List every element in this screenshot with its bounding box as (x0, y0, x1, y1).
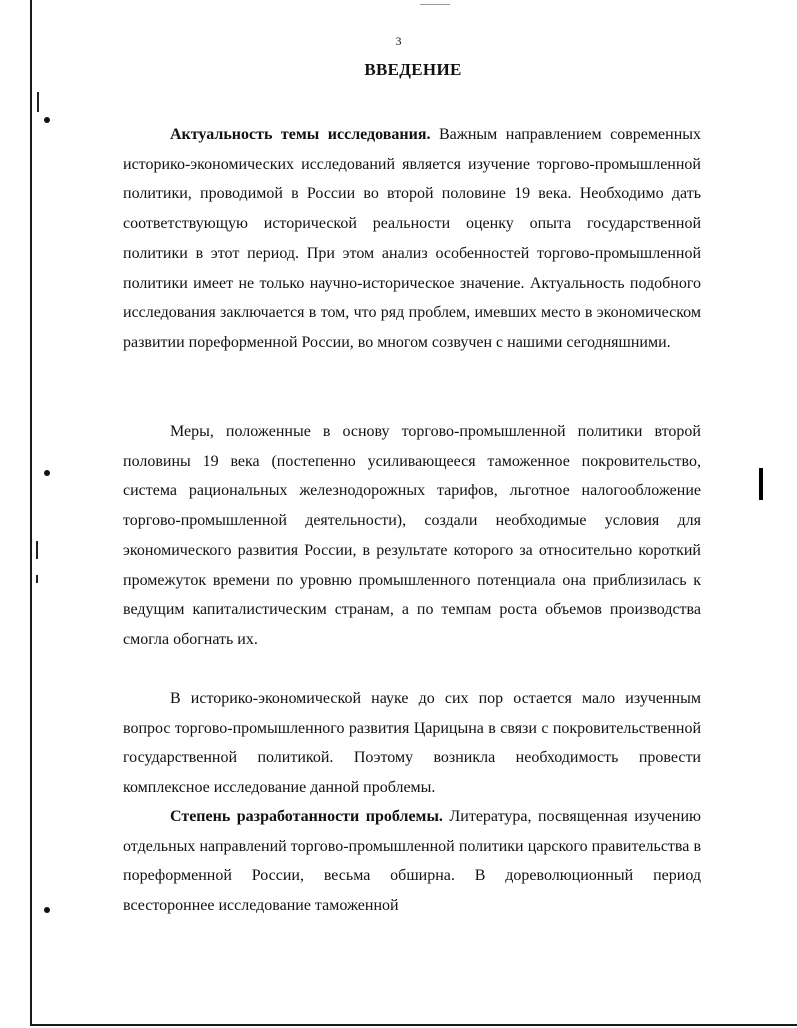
margin-mark (759, 468, 763, 500)
paragraph-text: Литература, посвященная изучению отдельных направлений торгово-промышленной политики царского правительства в пореформенной России, весьма обширна. В дореволюционный период всестороннее исследование таможенной (123, 808, 702, 915)
binding-hole-mark (44, 907, 50, 913)
paragraph-development-degree (123, 802, 701, 921)
paragraph-relevance (123, 120, 701, 358)
paragraph-measures (123, 417, 701, 655)
paragraph-text: В историко-экономической науке до сих пор остается мало изученным вопрос торгово-промышленного развития Царицына в связи с покровительственной государственной политикой. Поэтому возникла необходимость провести комплексное исследование данной проблемы. (123, 690, 701, 797)
page-number: 3 (395, 34, 402, 48)
scan-left-edge (30, 0, 32, 1024)
paragraph-heading: Актуальность темы исследования. (170, 126, 431, 143)
paragraph-heading: Степень разработанности проблемы. (170, 808, 443, 825)
paragraph-tsaritsyn (123, 684, 701, 803)
page-title: ВВЕДЕНИЕ (364, 60, 462, 79)
scan-tick-mark (36, 575, 38, 583)
binding-hole-mark (44, 117, 50, 123)
binding-hole-mark (44, 470, 50, 476)
paragraph-text: Меры, положенные в основу торгово-промышленной политики второй половины 19 века (постепенно усиливающееся таможенное покровительство, система рациональных железнодорожных тарифов, льготное налогообложение торгово-промышленной деятельности), создали необходимые условия для экономического развития России, в результате которого за относительно короткий промежуток времени по уровню промышленного потенциала она приблизилась к ведущим капиталистическим странам, а по темпам роста объемов производства смогла обогнать их. (123, 423, 701, 648)
scan-tick-mark (36, 541, 38, 559)
scan-top-artifact (420, 4, 450, 5)
scan-bottom-edge (30, 1024, 797, 1026)
paragraph-text: Важным направлением современных историко-экономических исследований является изучение торгово-промышленной политики, проводимой в России во второй половине 19 века. Необходимо дать соответствующую исторической реальности оценку опыта государственной политики в этот период. При этом анализ особенностей торгово-промышленной политики имеет не только научно-историческое значение. Актуальность подобного исследования заключается в том, что ряд проблем, имевших место в экономическом развитии пореформенной России, во многом созвучен с нашими сегодняшними. (123, 126, 702, 351)
scan-tick-mark (37, 92, 39, 112)
